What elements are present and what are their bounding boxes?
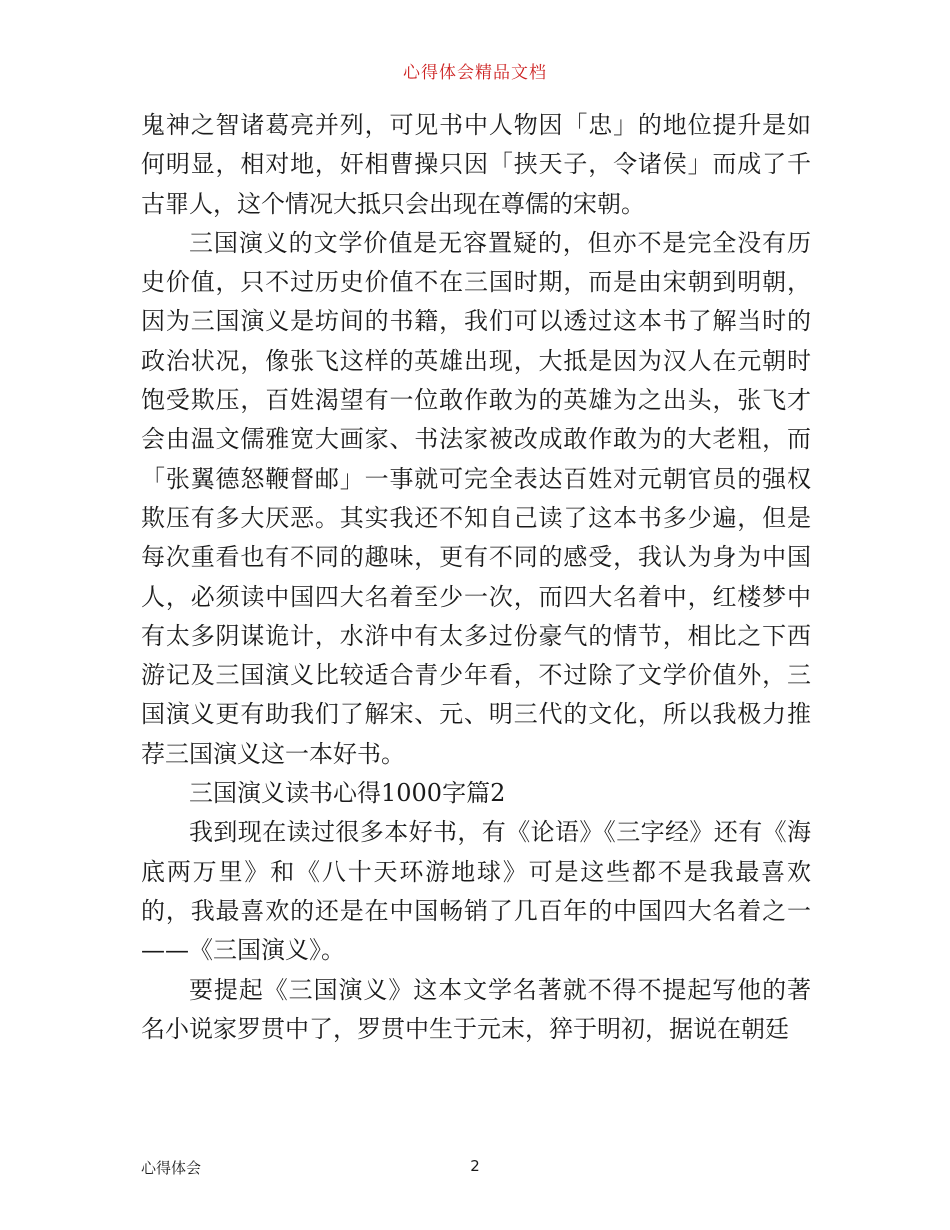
section-heading: 三国演义读书心得1000字篇2 [189,779,506,808]
paragraph-continued: 鬼神之智诸葛亮并列，可见书中人物因「忠」的地位提升是如何明显，相对地，奸相曹操只因「挟天子，令诸侯」而成了千古罪人，这个情况大抵只会出现在尊儒的宋朝。 [141,111,811,218]
document-body [141,106,811,1049]
page-footer [0,1157,950,1177]
paragraph: 要提起《三国演义》这本文学名著就不得不提起写他的著名小说家罗贯中了，罗贯中生于元末，猝于明初，据说在朝廷 [141,975,811,1043]
footer-label: 心得体会 [141,1159,202,1177]
paragraph: 三国演义的文学价值是无容置疑的，但亦不是完全没有历史价值，只不过历史价值不在三国时期，而是由宋朝到明朝，因为三国演义是坊间的书籍，我们可以透过这本书了解当时的政治状况，像张飞这样的英雄出现，大抵是因为汉人在元朝时饱受欺压，百姓渴望有一位敢作敢为的英雄为之出头，张飞才会由温文儒雅宽大画家、书法家被改成敢作敢为的大老粗，而「张翼德怒鞭督邮」一事就可完全表达百姓对元朝官员的强权欺压有多大厌恶。其实我还不知自己读了这本书多少遍，但是每次重看也有不同的趣味，更有不同的感受，我认为身为中国人，必须读中国四大名着至少一次，而四大名着中，红楼梦中有太多阴谋诡计，水浒中有太多过份豪气的情节，相比之下西游记及三国演义比较适合青少年看，不过除了文学价值外，三国演义更有助我们了解宋、元、明三代的文化，所以我极力推荐三国演义这一本好书。 [141,228,811,768]
page-number: 2 [470,1157,480,1175]
paragraph: 我到现在读过很多本好书，有《论语》《三字经》还有《海底两万里》和《八十天环游地球》可是这些都不是我最喜欢的，我最喜欢的还是在中国畅销了几百年的中国四大名着之一——《三国演义》。 [141,818,811,965]
page-header-title: 心得体会精品文档 [403,63,547,83]
